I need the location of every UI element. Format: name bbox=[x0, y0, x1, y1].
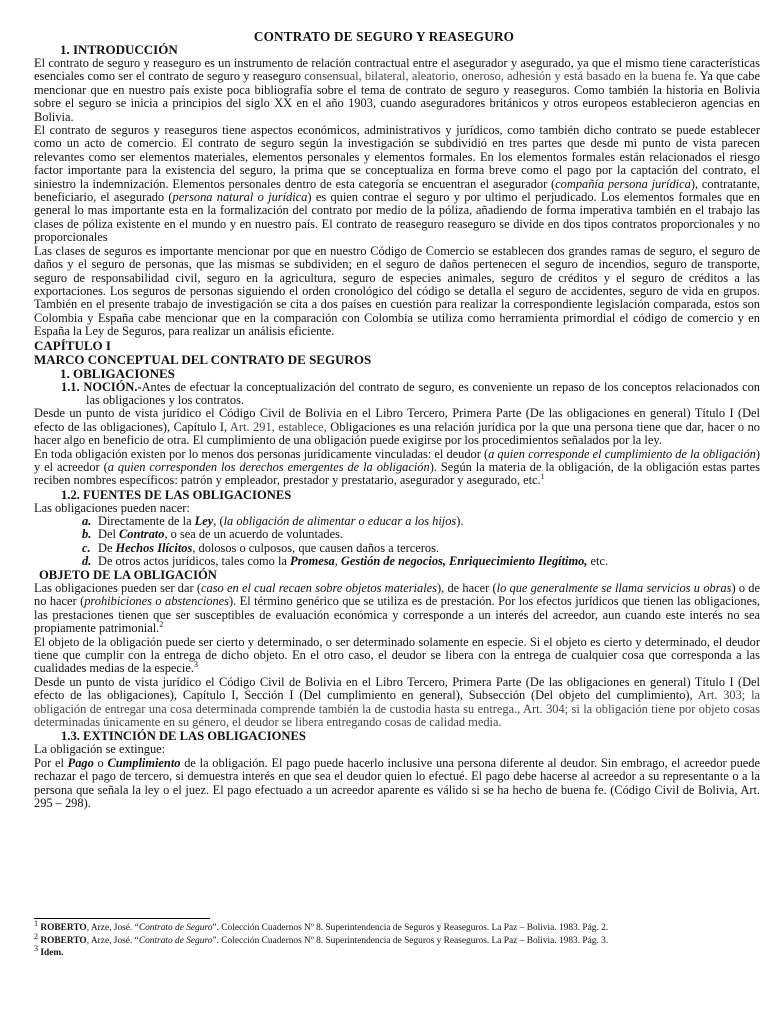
civil-code-paragraph: Desde un punto de vista jurídico el Código Civil de Bolivia en el Libro Tercero, Primera Parte (De las obligaciones en general) Título I (Del efecto de las obligaciones), Capítulo I, Art. 291, establece, Obligaciones es una relación jurídica por la que una persona tiene que dar, hacer o no hacer algo en beneficio de otra. El cumplimiento de una obligación puede exigirse por los procedimientos señalados por la ley. bbox=[34, 406, 760, 448]
footnote-ref-2: 2 bbox=[159, 620, 164, 630]
parties-paragraph: En toda obligación existen por lo menos dos personas jurídicamente vinculadas: el deudor (a quien corresponde el cumplimiento de la obligación) y el acreedor (a quien corresponden los derechos emergentes de la obligación). Según la materia de la obligación, de la obligación estas partes reciben nombres específicos: patrón y empleador, prestador y prestatario, asegurador y asegurado, etc.$^1$ bbox=[34, 446, 760, 488]
extincion-intro: La obligación se extingue: bbox=[34, 742, 166, 757]
objeto-heading: OBJETO DE LA OBLIGACIÓN bbox=[39, 568, 217, 582]
intro-paragraph-3: Las clases de seguros es importante mencionar por que en nuestro Código de Comercio se establecen dos grandes ramas de seguro, el seguro de daños y el seguro de personas, que las mismas se subdividen; en el seguro de daños pertenecen el seguro de incendios, seguro de transporte, seguro de responsabilidad civil, seguro en la agricultura, seguro de especies animales, seguro de créditos y el seguro de créditos a las exportaciones. Los seguros de personas siguiendo el orden cronológico del código se detalla el seguro de accidentes, seguro de vida en grupos. También en el presente trabajo de investigación se cita a dos países en cuestión para realizar la correspondiente legislación comparada, estos son Colombia y España cabe mencionar que en la comparación con Colombia se utiliza como herramienta primordial el código de comercio y en España la Ley de Seguros, para realizar un análisis eficiente. bbox=[34, 243, 760, 339]
list-item: d. De otros actos jurídicos, tales como la Promesa, Gestión de negocios, Enriquecimiento Ilegítimo, etc. bbox=[82, 553, 609, 568]
extincion-heading: 1.3. EXTINCIÓN DE LAS OBLIGACIONES bbox=[61, 729, 306, 744]
intro-paragraph-1: El contrato de seguro y reaseguro es un instrumento de relación contractual entre el asegurador y asegurado, ya que el mismo tiene características esenciales como ser el contrato de seguro y reaseguro consensual, bilateral, aleatorio, oneroso, adhesión y está basado en la buena fe. Ya que cabe mencionar que en nuestro país existe poca bibliografía sobre el tema de contrato de seguro y reaseguros. Como también la historia en Bolivia sobre el seguro se inicia a principios del siglo XX en el año 1903, cuando aseguradores británicos y otros europeos establecieron agencias en Bolivia. bbox=[34, 56, 760, 124]
footnote-1: $^1$ ROBERTO, Arze, José. “Contrato de Seguro”. Colección Cuadernos Nº 8. Superintendencia de Seguros y Reaseguros. La Paz – Bolivia. 1983. Pág. 2. bbox=[34, 918, 609, 933]
list-item: b. Del Contrato, o sea de un acuerdo de voluntades. bbox=[82, 527, 344, 542]
obligations-heading: 1. OBLIGACIONES bbox=[60, 365, 175, 381]
footnote-2: $^2$ ROBERTO, Arze, José. “Contrato de Seguro”. Colección Cuadernos Nº 8. Superintendencia de Seguros y Reaseguros. La Paz – Bolivia. 1983. Pág. 3. bbox=[34, 931, 609, 946]
fuentes-intro: Las obligaciones pueden nacer: bbox=[34, 500, 190, 515]
footnote-ref-1: 1 bbox=[540, 472, 545, 482]
objeto-paragraph-2: El objeto de la obligación puede ser cierto y determinado, o ser determinado solamente en especie. Si el objeto es cierto y determinado, el deudor tiene que cumplir con la entrega de dicho objeto. En el otro caso, el deudor se libera con la entrega de cualquier cosa que corresponda a las cualidades medias de la especie.$^3$ bbox=[34, 634, 760, 676]
fuentes-heading: 1.2. FUENTES DE LAS OBLIGACIONES bbox=[61, 487, 292, 502]
intro-paragraph-2: El contrato de seguros y reaseguros tiene aspectos económicos, administrativos y jurídicos, como también dicho contrato se puede establecer como un acto de comercio. El contrato de seguro según la investigación se subdividió en tres partes que desde mi punto de vista parecen relevantes como ser elementos materiales, elementos personales y elementos formales. En los elementos formales están relacionados el riesgo factor importante para la existencia del seguro, la prima que se conceptualiza en forma breve como el pago por la captación del contrato, el siniestro la indemnización. Elementos personales dentro de esta categoría se encuentran el asegurador (compañía persona jurídica), contratante, beneficiario, el asegurado (persona natural o jurídica) es quien contrae el seguro y por ultimo el perjudicado. Los elementos formales que en general lo mas importante esta en la formalización del contrato por medio de la póliza, añadiendo de forma imperativa también en el trabajo las clases de póliza existente en el mundo y en nuestro país. El contrato de reaseguro reaseguro se divide en dos tipos contratos proporcionales y no proporcionales bbox=[34, 123, 761, 245]
chapter-title: MARCO CONCEPTUAL DEL CONTRATO DE SEGUROS bbox=[34, 351, 372, 367]
footnote-ref-3: 3 bbox=[193, 660, 198, 670]
list-item: a. Directamente de la Ley, (la obligación de alimentar o educar a los hijos). bbox=[82, 514, 464, 529]
footnote-separator bbox=[34, 918, 210, 919]
objeto-paragraph-1: Las obligaciones pueden ser dar (caso en el cual recaen sobre objetos materiales), de hacer (lo que generalmente se llama servicios u obras) o de no hacer (prohibiciones o abstenciones). El término genérico que se utiliza es de prestación. Por los efectos jurídicos que tienen las obligaciones, las prestaciones tienen que ser susceptibles de evaluación económica y corresponde a un interés del acreedor, aun cuando este interés no sea propiamente patrimonial.$^2$ bbox=[34, 581, 760, 636]
document-body bbox=[34, 43, 760, 811]
footnote-3: $^3$ Idem. bbox=[34, 944, 64, 959]
objeto-paragraph-3: Desde un punto de vista jurídico el Código Civil de Bolivia en el Libro Tercero, Primera Parte (De las obligaciones en general) Título I (Del efecto de las obligaciones), Capítulo I, Sección I (Del cumplimiento en general), Subsección (Del objeto del cumplimiento), Art. 303; la obligación de entregar una cosa determinada comprende también la de custodia hasta su entrega., Art. 304; si la obligación tiene por objeto cosas determinadas únicamente en su género, el deudor se libera entregando cosas de calidad media. bbox=[34, 674, 761, 730]
footnotes bbox=[34, 918, 760, 960]
document-title: CONTRATO DE SEGURO Y REASEGURO bbox=[253, 29, 515, 44]
nocion-paragraph: 1.1. NOCIÓN.-Antes de efectuar la conceptualización del contrato de seguro, es conveniente un repaso de los conceptos relacionados con las obligaciones y los contratos. bbox=[61, 379, 760, 407]
intro-heading: 1. INTRODUCCIÓN bbox=[60, 42, 178, 57]
fuentes-list bbox=[34, 515, 760, 568]
list-item: c. De Hechos Ilícitos, dolosos o culposos, que causen daños a terceros. bbox=[82, 540, 440, 555]
extincion-paragraph: Por el Pago o Cumplimiento de la obligación. El pago puede hacerlo inclusive una persona diferente al deudor. Sin embrago, el acreedor puede rechazar el pago de tercero, si demuestra interés en que sea el deudor quien lo efectué. El pago debe hacerse al acreedor a su representante o a la persona que señala la ley o el juez. El pago efectuado a un acreedor aparente es válido si se ha hecho de buena fe. (Código Civil de Bolivia, Art. 295 – 298). bbox=[34, 755, 760, 811]
chapter-label: CAPÍTULO I bbox=[34, 337, 111, 353]
